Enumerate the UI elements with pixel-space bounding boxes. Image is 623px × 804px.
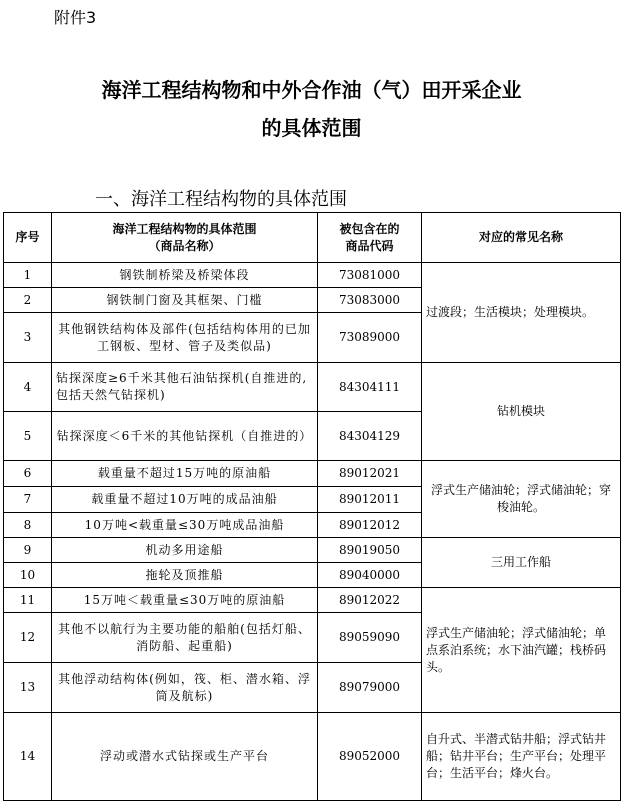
row-scope: 浮动或潜水式钻探或生产平台 [52, 713, 318, 801]
row-no: 2 [4, 288, 52, 313]
row-no: 3 [4, 313, 52, 363]
common-name-group-4: 三用工作船 [422, 538, 621, 588]
common-name-group-5: 浮式生产储油轮；浮式储油轮；单点系泊系统；水下油汽罐；栈桥码头。 [422, 588, 621, 713]
table-row [4, 263, 621, 288]
row-scope: 载重量不超过15万吨的原油船 [52, 461, 318, 487]
row-scope: 其他不以航行为主要功能的船舶(包括灯船、消防船、起重船) [52, 613, 318, 663]
row-code: 73083000 [318, 288, 422, 313]
row-no: 10 [4, 563, 52, 588]
row-no: 5 [4, 412, 52, 461]
header-code-line2: 商品代码 [345, 238, 394, 253]
row-no: 8 [4, 513, 52, 538]
common-name-group-2: 钻机模块 [422, 363, 621, 461]
row-code: 89059090 [318, 613, 422, 663]
attachment-label: 附件3 [54, 8, 97, 27]
row-scope: 载重量不超过10万吨的成品油船 [52, 487, 318, 513]
row-code: 84304129 [318, 412, 422, 461]
row-code: 89012012 [318, 513, 422, 538]
header-code [318, 213, 422, 263]
row-no: 13 [4, 663, 52, 713]
header-common-name: 对应的常见名称 [422, 213, 621, 263]
section-heading: 一、海洋工程结构物的具体范围 [95, 189, 347, 210]
table-row [4, 538, 621, 563]
table-row [4, 363, 621, 412]
header-scope-line2: （商品名称） [148, 238, 221, 253]
table-row [4, 713, 621, 801]
header-scope-line1: 海洋工程结构物的具体范围 [112, 221, 257, 236]
row-no: 14 [4, 713, 52, 801]
row-code: 89012021 [318, 461, 422, 487]
row-no: 9 [4, 538, 52, 563]
row-scope: 10万吨<载重量≤30万吨成品油船 [52, 513, 318, 538]
common-name-group-6: 自升式、半潜式钻井船；浮式钻井船；钻井平台；生产平台；处理平台；生活平台；烽火台。 [422, 713, 621, 801]
row-no: 4 [4, 363, 52, 412]
row-scope: 拖轮及顶推船 [52, 563, 318, 588]
document-title-line2: 的具体范围 [261, 116, 362, 140]
row-code: 84304111 [318, 363, 422, 412]
row-scope: 15万吨＜载重量≤30万吨的原油船 [52, 588, 318, 613]
row-code: 89040000 [318, 563, 422, 588]
table-row [4, 461, 621, 487]
row-no: 12 [4, 613, 52, 663]
table-header-row [4, 213, 621, 263]
row-code: 89052000 [318, 713, 422, 801]
row-code: 73089000 [318, 313, 422, 363]
common-name-group-3: 浮式生产储油轮；浮式储油轮；穿梭油轮。 [422, 461, 621, 538]
row-scope: 其他浮动结构体(例如，筏、柜、潜水箱、浮筒及航标) [52, 663, 318, 713]
row-no: 7 [4, 487, 52, 513]
row-no: 11 [4, 588, 52, 613]
header-code-line1: 被包含在的 [339, 221, 400, 236]
row-scope: 钻探深度≥6千米其他石油钻探机(自推进的,包括天然气钻探机) [52, 363, 318, 412]
common-name-group-1: 过渡段；生活模块；处理模块。 [422, 263, 621, 363]
row-scope: 其他钢铁结构体及部件(包括结构体用的已加工钢板、型材、管子及类似品) [52, 313, 318, 363]
row-no: 1 [4, 263, 52, 288]
row-code: 89019050 [318, 538, 422, 563]
row-scope: 钢铁制门窗及其框架、门槛 [52, 288, 318, 313]
scope-table [3, 212, 621, 801]
row-scope: 机动多用途船 [52, 538, 318, 563]
row-code: 89079000 [318, 663, 422, 713]
row-scope: 钻探深度＜6千米的其他钻探机（自推进的） [52, 412, 318, 461]
row-scope: 钢铁制桥梁及桥梁体段 [52, 263, 318, 288]
header-scope [52, 213, 318, 263]
document-title-line1: 海洋工程结构物和中外合作油（气）田开采企业 [101, 78, 522, 102]
row-code: 89012011 [318, 487, 422, 513]
row-code: 73081000 [318, 263, 422, 288]
table-row [4, 588, 621, 613]
row-no: 6 [4, 461, 52, 487]
header-no: 序号 [4, 213, 52, 263]
row-code: 89012022 [318, 588, 422, 613]
